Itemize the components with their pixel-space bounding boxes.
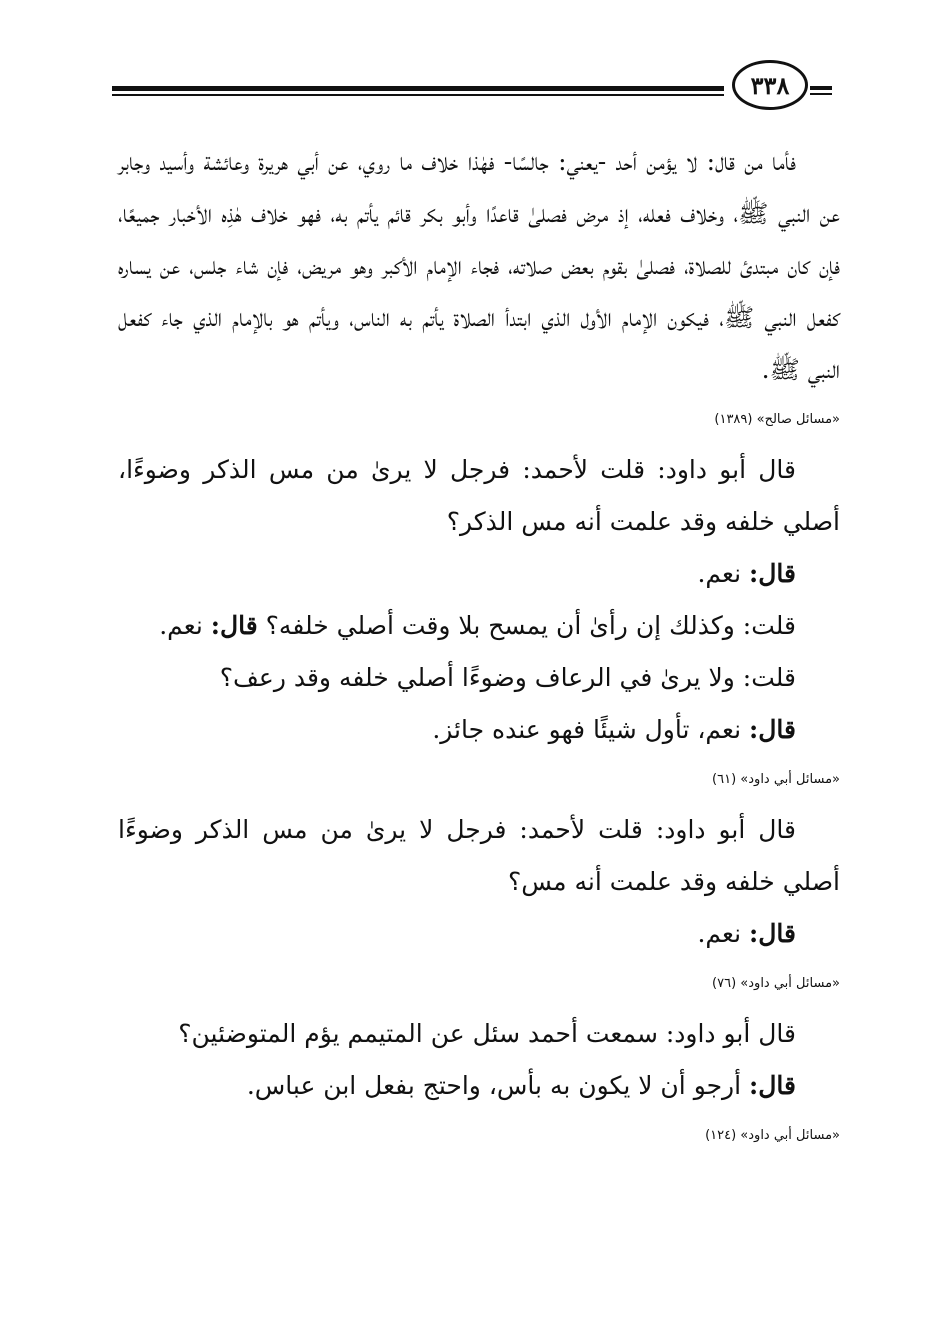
question-line-1 bbox=[118, 600, 840, 652]
header-rule-right bbox=[810, 86, 832, 90]
answer-text: نعم. bbox=[697, 559, 750, 588]
page-header bbox=[112, 58, 832, 114]
answer-text: أرجو أن لا يكون به بأس، واحتج بفعل ابن عباس. bbox=[246, 1071, 750, 1100]
source-ref-2: «مسائل أبي داود» (٦١) bbox=[712, 772, 840, 787]
label-qal: قال: bbox=[749, 919, 796, 948]
answer-line-4 bbox=[118, 1060, 840, 1112]
question-text: قلت: ولا يرىٰ في الرعاف وضوءًا أصلي خلفه وقد رعف؟ bbox=[219, 663, 796, 692]
answer-line-3 bbox=[118, 908, 840, 960]
source-ref-4: «مسائل أبي داود» (١٢٤) bbox=[705, 1128, 840, 1143]
label-qal: قال: bbox=[749, 1071, 796, 1100]
answer-line-1 bbox=[118, 548, 840, 600]
label-qal: قال: bbox=[749, 559, 796, 588]
paragraph-2-intro: قال أبو داود: قلت لأحمد: فرجل لا يرىٰ من مس الذكر وضوءًا، أصلي خلفه وقد علمت أنه مس الذكر؟ bbox=[118, 455, 840, 536]
paragraph-1: فأما من قال: لا يؤمن أحد -يعني: جالسًا- فهٰذا خلاف ما روي، عن أبي هريرة وعائشة وأسيد وجابر عن النبي ﷺ، وخلاف فعله، إذ مرض فصلىٰ قاعدًا وأبو بكر قائم يأتم به، فهو خلاف هٰذِه الأخبار جميعًا، فإن كان مبتدئ للصلاة، فصلىٰ بقوم بعض صلاته، فجاء الإمام الأكبر وهو مريض، فإن شاء جلس، عن يساره كفعل النبي ﷺ، فيكون الإمام الأول الذي ابتدأ الصلاة يأتم به الناس، ويأتم هو بالإمام الذي جاء كفعل النبي ﷺ. bbox=[118, 147, 841, 384]
paragraph-4-intro: قال أبو داود: سمعت أحمد سئل عن المتيمم يؤم المتوضئين؟ bbox=[178, 1019, 796, 1048]
source-ref-1: «مسائل صالح» (١٣٨٩) bbox=[714, 412, 840, 427]
page-content bbox=[118, 136, 840, 1160]
label-qal: قال: bbox=[210, 611, 258, 640]
paragraph-3-intro: قال أبو داود: قلت لأحمد: فرجل لا يرىٰ من مس الذكر وضوءًا أصلي خلفه وقد علمت أنه مس؟ bbox=[118, 815, 840, 896]
label-qal: قال: bbox=[749, 715, 796, 744]
source-ref-3: «مسائل أبي داود» (٧٦) bbox=[712, 976, 840, 991]
answer-line-2 bbox=[118, 704, 840, 756]
answer-text: نعم، تأول شيئًا فهو عنده جائز. bbox=[432, 715, 750, 744]
question-line-2 bbox=[118, 652, 840, 704]
answer-text: نعم. bbox=[697, 919, 750, 948]
header-rule bbox=[112, 86, 724, 91]
header-rule-thin bbox=[112, 94, 724, 96]
header-rule-right-thin bbox=[810, 93, 832, 95]
page-number: ٣٣٨ bbox=[732, 60, 808, 110]
answer-text: نعم. bbox=[159, 611, 211, 640]
question-text: قلت: وكذلك إن رأىٰ أن يمسح بلا وقت أصلي خلفه؟ bbox=[257, 611, 796, 640]
